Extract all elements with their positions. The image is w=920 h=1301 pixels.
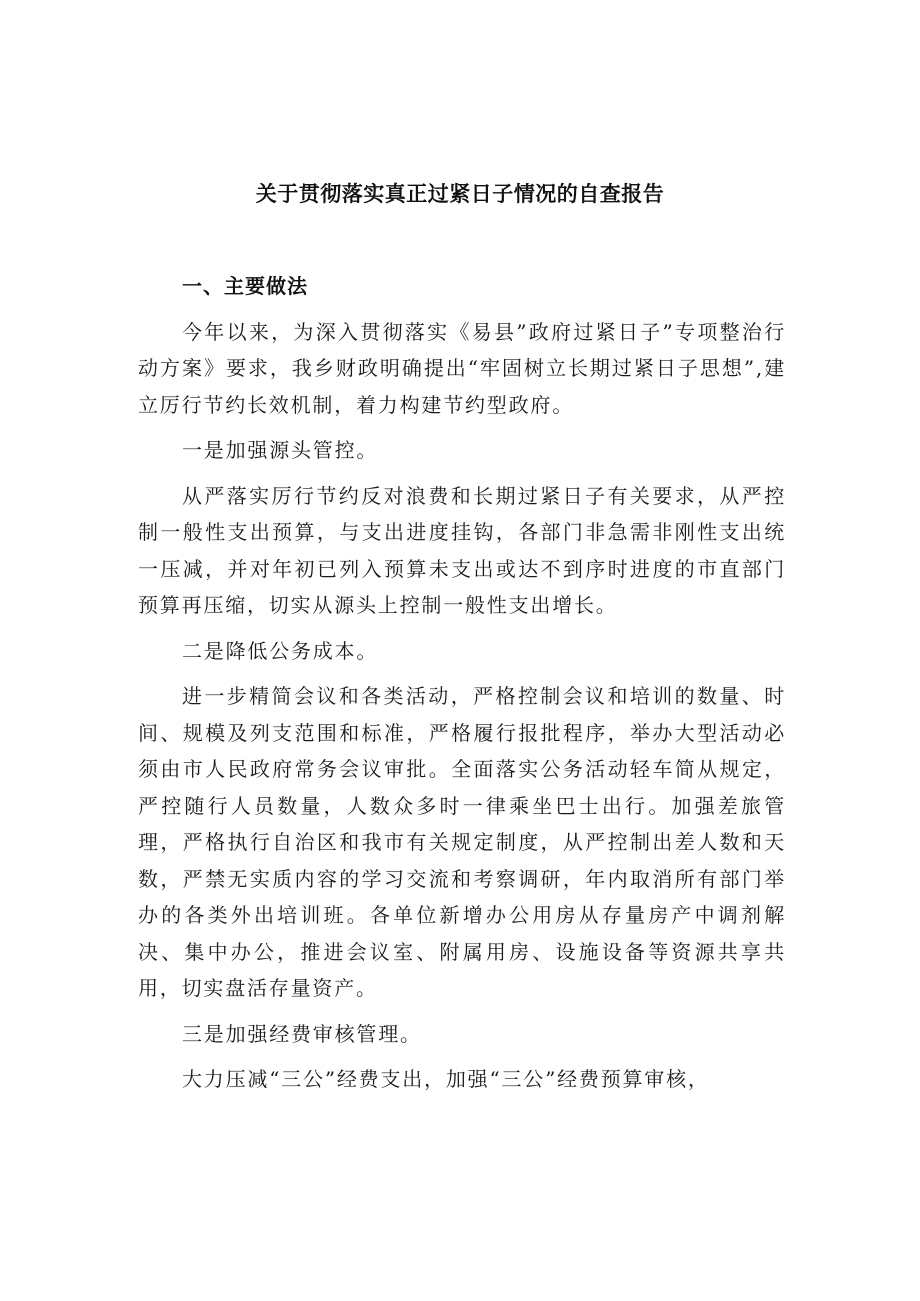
document-title: 关于贯彻落实真正过紧日子情况的自查报告 [255, 182, 665, 206]
paragraph-point-three-body: 大力压减“三公”经费支出，加强“三公”经费预算审核， [182, 1067, 710, 1091]
paragraph-point-one-heading: 一是加强源头管控。 [182, 438, 379, 462]
paragraph-point-two-body: 进一步精简会议和各类活动，严格控制会议和培训的数量、时间、规模及列支范围和标准，严格履行报批程序，举办大型活动必须由市人民政府常务会议审批。全面落实公务活动轻车简从规定，严控随行人员数量，人数众多时一律乘坐巴士出行。加强差旅管理，严格执行自治区和我市有关规定制度，从严控制出差人数和天数，严禁无实质内容的学习交流和考察调研，年内取消所有部门举办的各类外出培训班。各单位新增办公用房从存量房产中调剂解决、集中办公，推进会议室、附属用房、设施设备等资源共享共用，切实盘活存量资产。 [138, 684, 786, 1000]
paragraph-point-three-heading: 三是加强经费审核管理。 [182, 1021, 422, 1046]
paragraph-intro: 今年以来，为深入贯彻落实《易县”政府过紧日子”专项整治行动方案》要求，我乡财政明确提出“牢固树立长期过紧日子思想”,建立厉行节约长效机制，着力构建节约型政府。 [138, 319, 786, 417]
paragraph-point-two-heading: 二是降低公务成本。 [182, 638, 379, 663]
document-body [138, 268, 786, 1107]
section-heading: 一、主要做法 [182, 274, 308, 298]
paragraph-point-one-body: 从严落实厉行节约反对浪费和长期过紧日子有关要求，从严控制一般性支出预算，与支出进度挂钩，各部门非急需非刚性支出统一压减，并对年初已列入预算未支出或达不到序时进度的市直部门预算再压缩，切实从源头上控制一般性支出增长。 [138, 483, 786, 617]
